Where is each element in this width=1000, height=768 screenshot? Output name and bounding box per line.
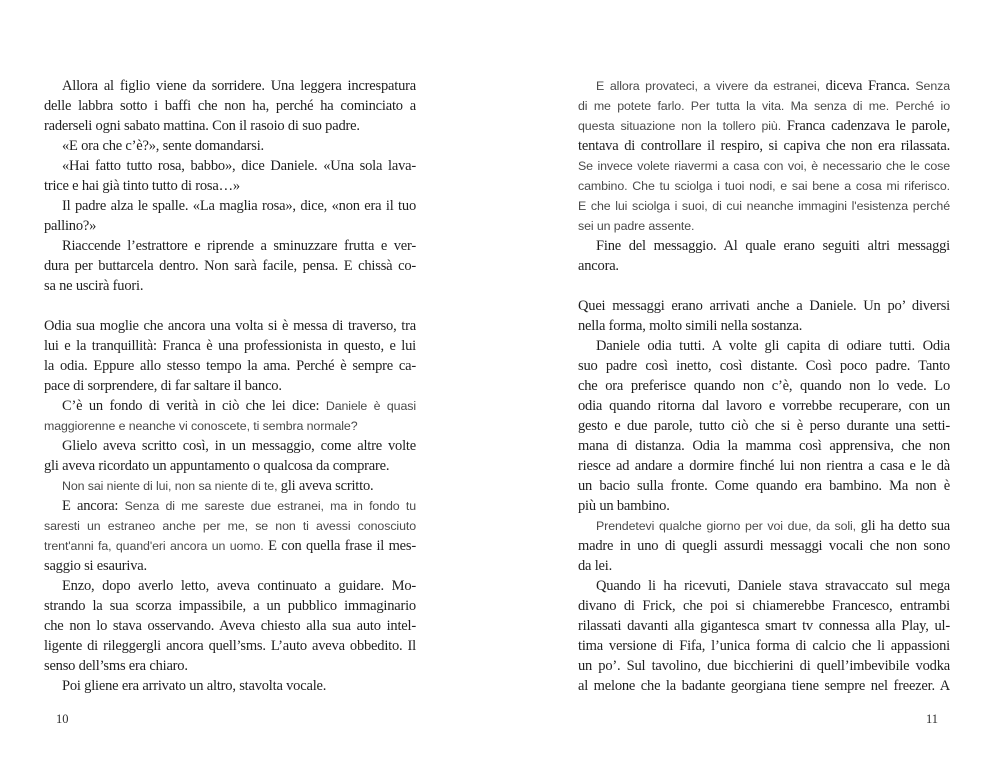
body-text-segment: Il padre alza le spalle. «La maglia rosa», dice, «non era il tuo [62, 198, 416, 214]
body-text-segment: sa ne uscirà fuori. [44, 278, 144, 294]
body-text-segment: Franca cadenzava le parole, [786, 118, 950, 134]
text-line [44, 636, 416, 656]
page-number-left: 10 [56, 712, 69, 726]
body-text-segment: Allora al figlio viene da sorridere. Una leggera increspatura [62, 78, 416, 94]
sms-message-segment: Daniele è quasi [325, 399, 416, 413]
body-text-segment: rilassati davanti alla gigantesca smart tv connessa alla Play, ul- [578, 618, 950, 634]
body-text-segment: la odia. Eppure allo stesso tempo la ama. Perché è sempre ca- [44, 358, 416, 374]
body-text-segment: riesce ad andare a dormire finché lui non rientra a casa e le dà [578, 458, 950, 474]
sms-message-segment: Non sai niente di lui, non sa niente di te, [62, 479, 281, 493]
text-line [578, 176, 950, 196]
text-line [578, 556, 950, 576]
body-text-segment: un bacio sulla fronte. Come quando era bambino. Ma non è [578, 478, 950, 494]
text-line [578, 656, 950, 676]
text-line [578, 376, 950, 396]
text-line [578, 536, 950, 556]
text-line [578, 436, 950, 456]
text-line [578, 336, 950, 356]
text-line [44, 656, 416, 676]
text-line [578, 296, 950, 316]
text-line [44, 116, 416, 136]
body-text-segment: che non lo stava osservando. Aveva chiesto alla sua auto intel- [44, 618, 416, 634]
text-line [578, 416, 950, 436]
text-line [44, 596, 416, 616]
body-text-segment: Glielo aveva scritto così, in un messaggio, come altre volte [62, 438, 416, 454]
text-line [44, 396, 416, 416]
text-line [578, 76, 950, 96]
sms-message-segment: questa situazione non la tollero più. [578, 119, 787, 133]
page-number-right: 11 [925, 712, 938, 726]
body-text-segment: più un bambino. [578, 498, 670, 514]
text-line [44, 96, 416, 116]
text-line [44, 676, 416, 696]
sms-message-segment: E allora provateci, a vivere da estranei, [596, 79, 826, 93]
text-line [578, 496, 950, 516]
text-line [578, 116, 950, 136]
text-line [44, 156, 416, 176]
body-text-segment: nella forma, molto simili nella sostanza. [578, 318, 803, 334]
body-text-segment: delle labbra sotto i baffi che non ha, perché ha cominciato a [44, 98, 416, 114]
body-text-segment: E con quella frase il mes- [268, 538, 416, 554]
text-line [578, 636, 950, 656]
body-text-segment: pace di sorprendere, di far saltare il banco. [44, 378, 282, 394]
sms-message-segment: cambino. Che tu sciolga i tuoi nodi, e sai bene a cosa mi riferisco. [578, 179, 950, 193]
body-text-segment: raderseli ogni sabato mattina. Con il rasoio di suo padre. [44, 118, 360, 134]
body-text-segment: divano di Frick, che poi si chiamerebbe Francesco, entrambi [578, 598, 950, 614]
body-text-segment: odia quando ritorna dal lavoro e vorrebbe recuperare, con un [578, 398, 950, 414]
text-line [578, 356, 950, 376]
text-line [578, 576, 950, 596]
sms-message-segment: Se invece volete riavermi a casa con voi, è necessario che le cose [578, 159, 950, 173]
text-line [578, 216, 950, 236]
text-line [578, 456, 950, 476]
text-line [44, 516, 416, 536]
text-line [578, 96, 950, 116]
page-right [578, 0, 950, 768]
text-line [44, 376, 416, 396]
text-line [578, 256, 950, 276]
body-text-segment: Daniele odia tutti. A volte gli capita di odiare tutti. Odia [596, 338, 950, 354]
body-text-segment: Odia sua moglie che ancora una volta si è messa di traverso, tra [44, 318, 416, 334]
sms-message-segment: di me potete farlo. Per tutta la vita. Ma senza di me. Perché io [578, 99, 950, 113]
body-text-segment: Poi gliene era arrivato un altro, stavolta vocale. [62, 678, 327, 694]
body-text-segment: ligente di rileggergli ancora quell’sms. L’auto aveva obbedito. Il [44, 638, 416, 654]
text-line [578, 396, 950, 416]
text-line [44, 216, 416, 236]
page-right-text [578, 76, 950, 696]
body-text-segment: che ora preferisce quando non c’è, quando non lo vede. Lo [578, 378, 950, 394]
body-text-segment: al melone che la badante georgiana tiene sempre nel freezer. A [578, 678, 950, 694]
text-line [44, 76, 416, 96]
text-line [44, 616, 416, 636]
sms-message-segment: maggiorenne e neanche vi conoscete, ti sembra normale? [44, 419, 358, 433]
body-text-segment: strando la sua scorza impassibile, a un pubblico immaginario [44, 598, 416, 614]
text-line [578, 136, 950, 156]
text-line [578, 196, 950, 216]
sms-message-segment: Prendetevi qualche giorno per voi due, da soli, [596, 519, 861, 533]
text-line [44, 236, 416, 256]
body-text-segment: pallino?» [44, 218, 97, 234]
body-text-segment: gli aveva scritto. [280, 478, 374, 494]
blank-line [578, 276, 950, 296]
sms-message-segment: sei un padre assente. [578, 219, 695, 233]
text-line [578, 476, 950, 496]
body-text-segment: gli aveva ricordato un appuntamento o qualcosa da comprare. [44, 458, 390, 474]
page-left [44, 0, 416, 768]
text-line [578, 596, 950, 616]
text-line [44, 416, 416, 436]
text-line [44, 436, 416, 456]
body-text-segment: dura per buttarcela dentro. Non sarà facile, pensa. E chissà co- [44, 258, 416, 274]
text-line [578, 236, 950, 256]
text-line [44, 576, 416, 596]
blank-line [44, 296, 416, 316]
body-text-segment: tima versione di Fifa, l’unica forma di calcio che li appassioni [578, 638, 950, 654]
body-text-segment: mana di distanza. Odia la mamma così apprensiva, che non [578, 438, 950, 454]
body-text-segment: Quando li ha ricevuti, Daniele stava stravaccato sul mega [596, 578, 950, 594]
text-line [44, 276, 416, 296]
body-text-segment: «Hai fatto tutto rosa, babbo», dice Daniele. «Una sola lava- [62, 158, 416, 174]
body-text-segment: gli ha detto sua [860, 518, 950, 534]
text-line [578, 616, 950, 636]
body-text-segment: Quei messaggi erano arrivati anche a Daniele. Un po’ diversi [578, 298, 950, 314]
body-text-segment: Riaccende l’estrattore e riprende a sminuzzare frutta e ver- [62, 238, 416, 254]
body-text-segment: ancora. [578, 258, 619, 274]
body-text-segment: «E ora che c’è?», sente domandarsi. [62, 138, 264, 154]
body-text-segment: suo padre così inetto, così distante. Così poco padre. Tanto [578, 358, 950, 374]
sms-message-segment: Senza di me sareste due estranei, ma in fondo tu [124, 499, 416, 513]
sms-message-segment: saresti un estraneo anche per me, se non ti avessi conosciuto [44, 519, 416, 533]
text-line [44, 336, 416, 356]
body-text-segment: C’è un fondo di verità in ciò che lei dice: [62, 398, 326, 414]
body-text-segment: senso dell’sms era chiaro. [44, 658, 188, 674]
body-text-segment: un po’. Sul tavolino, due bicchierini di quell’imbevibile vodka [578, 658, 950, 674]
text-line [44, 316, 416, 336]
sms-message-segment: Senza [915, 79, 950, 93]
body-text-segment: Fine del messaggio. Al quale erano seguiti altri messaggi [596, 238, 950, 254]
text-line [44, 456, 416, 476]
body-text-segment: gesto e due parole, tutto ciò che si è perso durante una setti- [578, 418, 950, 434]
sms-message-segment: trent'anni fa, quand'eri ancora un uomo. [44, 539, 269, 553]
body-text-segment: Enzo, dopo averlo letto, aveva continuato a guidare. Mo- [62, 578, 416, 594]
text-line [44, 556, 416, 576]
text-line [44, 196, 416, 216]
text-line [578, 676, 950, 696]
text-line [44, 176, 416, 196]
body-text-segment: trice e hai già tinto tutto di rosa…» [44, 178, 240, 194]
text-line [44, 536, 416, 556]
body-text-segment: saggio si esauriva. [44, 558, 147, 574]
page-left-text [44, 76, 416, 696]
text-line [578, 516, 950, 536]
text-line [44, 356, 416, 376]
text-line [44, 496, 416, 516]
body-text-segment: madre in uno di quegli assurdi messaggi vocali che non sono [578, 538, 950, 554]
text-line [44, 136, 416, 156]
text-line [578, 316, 950, 336]
text-line [44, 256, 416, 276]
text-line [578, 156, 950, 176]
body-text-segment: lui e la tranquillità: Franca è una professionista in questo, e lui [44, 338, 416, 354]
text-line [44, 476, 416, 496]
body-text-segment: E ancora: [62, 498, 125, 514]
sms-message-segment: E che lui sciolga i suoi, di cui neanche immagini l'esistenza perché [578, 199, 950, 213]
body-text-segment: da lei. [578, 558, 613, 574]
body-text-segment: tentava di controllare il respiro, si capiva che non era rilassata. [578, 138, 950, 154]
body-text-segment: diceva Franca. [825, 78, 916, 94]
